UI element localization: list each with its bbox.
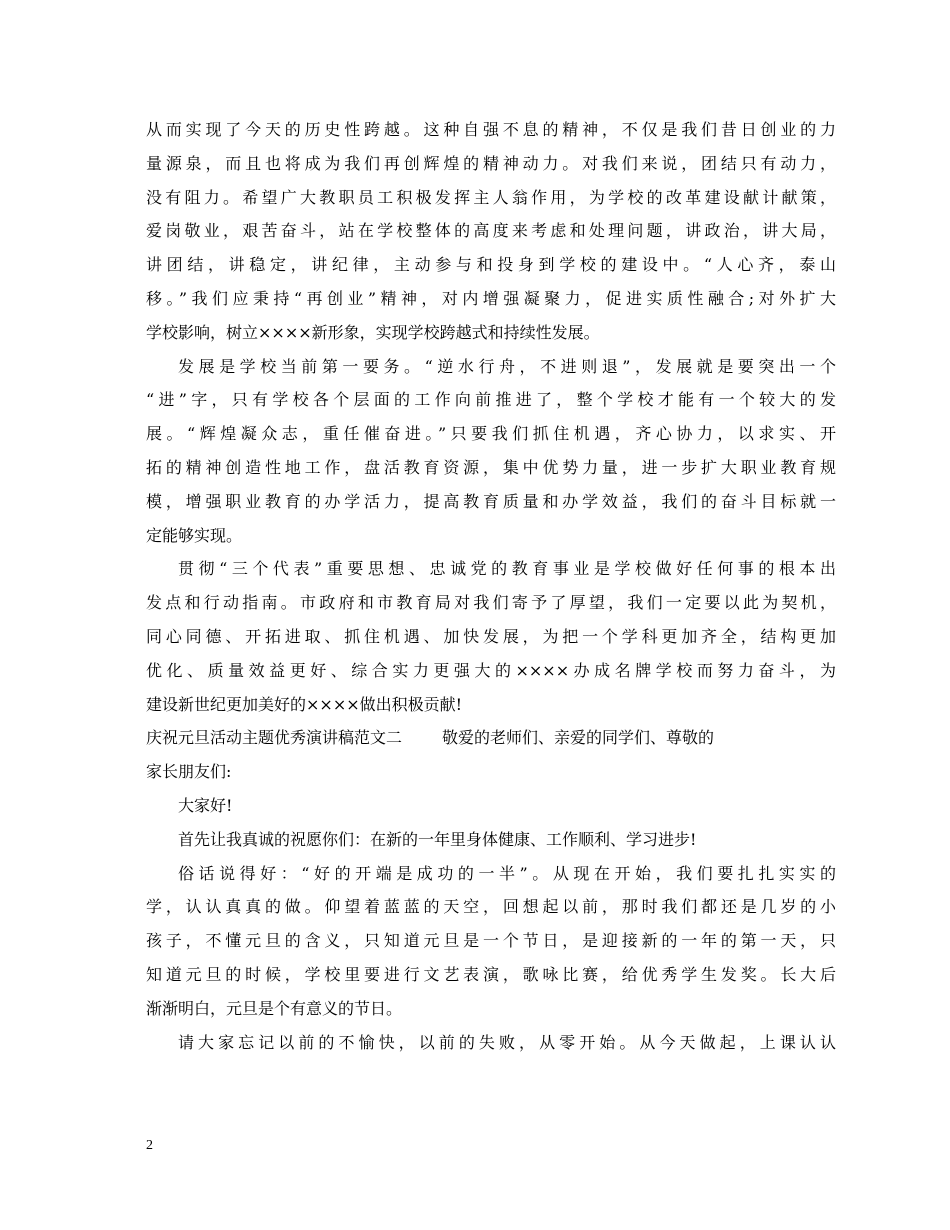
text-line: 知道元旦的时候，学校里要进行文艺表演，歌咏比赛，给优秀学生发奖。长大后 [146,964,836,984]
text-line: 讲团结，讲稳定，讲纪律，主动参与和投身到学校的建设中。“人心齐，泰山 [146,255,836,275]
greeting-text: 敬爱的老师们、亲爱的同学们、尊敬的 [442,728,715,748]
document-body [146,113,836,1059]
text-line: 没有阻力。希望广大教职员工积极发挥主人翁作用，为学校的改革建设献计献策， [146,187,836,207]
text-line: 爱岗敬业，艰苦奋斗，站在学校整体的高度来考虑和处理问题，讲政治，讲大局， [146,221,836,241]
text-line: 拓的精神创造性地工作，盘活教育资源，集中优势力量，进一步扩大职业教育规 [146,457,836,477]
text-line: 同心同德、开拓进取、抓住机遇、加快发展，为把一个学科更加齐全，结构更加 [146,626,836,646]
text-line: 孩子，不懂元旦的含义，只知道元旦是一个节日，是迎接新的一年的第一天，只 [146,931,836,951]
page-number: 2 [146,1138,153,1153]
text-line: 学校影响，树立××××新形象，实现学校跨越式和持续性发展。 [146,322,600,342]
text-line: 从而实现了今天的历史性跨越。这种自强不息的精神，不仅是我们昔日创业的力 [146,120,836,139]
text-line: 家长朋友们: [146,762,232,782]
text-line: 移。”我们应秉持“再创业”精神，对内增强凝聚力，促进实质性融合;对外扩大 [146,288,836,308]
text-line: 建设新世纪更加美好的××××做出积极贡献! [146,694,463,714]
text-line: 模，增强职业教育的办学活力，提高教育质量和办学效益，我们的奋斗目标就一 [146,491,836,511]
paragraph-start-line: 发展是学校当前第一要务。“逆水行舟，不进则退”，发展就是要突出一个 [178,356,836,376]
text-line: 学，认认真真的做。仰望着蓝蓝的天空，回想起以前，那时我们都还是几岁的小 [146,897,836,917]
section-title: 庆祝元旦活动主题优秀演讲稿范文二 [146,728,403,748]
text-line: 优化、质量效益更好、综合实力更强大的××××办成名牌学校而努力奋斗，为 [146,660,836,680]
paragraph-start-line: 俗话说得好：“好的开端是成功的一半”。从现在开始，我们要扎扎实实的 [178,863,836,883]
text-line: 定能够实现。 [146,525,243,545]
paragraph-start-line: 首先让我真诚的祝愿你们：在新的一年里身体健康、工作顺利、学习进步! [178,829,697,849]
text-line: 渐渐明白，元旦是个有意义的节日。 [146,998,403,1018]
paragraph-start-line: 贯彻“三个代表”重要思想、忠诚党的教育事业是学校做好任何事的根本出 [178,559,836,579]
paragraph-start-line: 请大家忘记以前的不愉快，以前的失败，从零开始。从今天做起，上课认认 [178,1032,836,1052]
text-line: “进”字，只有学校各个层面的工作向前推进了，整个学校才能有一个较大的发 [146,390,836,410]
text-line: 量源泉，而且也将成为我们再创辉煌的精神动力。对我们来说，团结只有动力， [146,153,836,173]
section-heading-line [146,721,836,755]
text-line: 展。“辉煌凝众志，重任催奋进。”只要我们抓住机遇，齐心协力，以求实、开 [146,424,836,444]
text-line: 发点和行动指南。市政府和市教育局对我们寄予了厚望，我们一定要以此为契机， [146,593,836,613]
paragraph-start-line: 大家好! [178,795,233,815]
